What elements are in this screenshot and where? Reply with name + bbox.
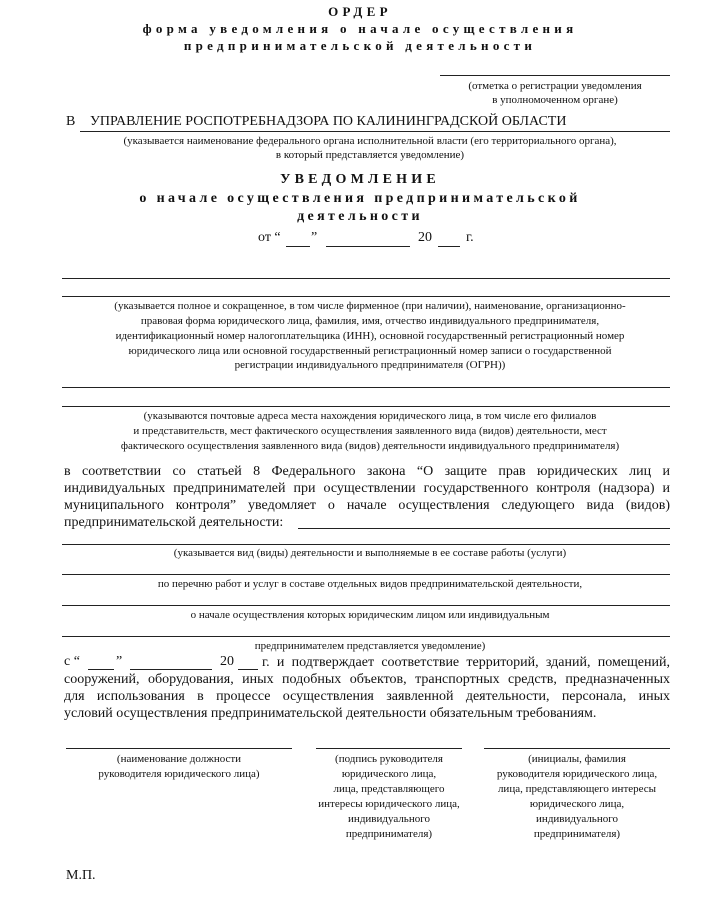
confirm-line-3: для использования в процессе осуществления заявленной деятельности, персонала, иных: [64, 689, 670, 704]
activity-note-2: по перечню работ и услуг в составе отдельных видов предпринимательской деятельности,: [157, 578, 583, 590]
notice-subtitle: о начале осуществления предпринимательской: [139, 191, 581, 206]
signature-col-sign: [306, 752, 472, 842]
date-day-field[interactable]: [286, 246, 310, 247]
date-prefix: от “: [258, 230, 281, 245]
confirm-date-quote: ”: [116, 654, 123, 669]
signature-col-name: [480, 752, 674, 842]
sig-col2-line-5: индивидуального: [348, 813, 430, 825]
confirm-month-field[interactable]: [130, 669, 212, 670]
sig-col2-line-3: лица, представляющего: [333, 783, 445, 795]
activity-note-1: (указывается вид (виды) деятельности и выполняемые в ее составе работы (услуги): [173, 547, 567, 559]
signature-col-position: [66, 752, 292, 782]
sig-col2-line-2: юридического лица,: [341, 768, 437, 780]
activity-note-3: о начале осуществления которых юридическим лицом или индивидуальным: [190, 609, 550, 621]
date-year-prefix: 20: [418, 230, 432, 245]
address-note-3: фактического осуществления заявленного вида (видов) деятельности индивидуального предпринимателя): [120, 440, 620, 452]
activity-line-3[interactable]: [62, 605, 670, 606]
law-paragraph-line-1: в соответствии со статьей 8 Федерального закона “О защите прав юридических лиц и: [64, 464, 670, 479]
address-note-2: и представительств, мест фактического осуществления заявленного вида (видов) деятельности, мест: [133, 425, 607, 437]
sig-col3-line-5: индивидуального: [536, 813, 618, 825]
recipient-line: [80, 131, 670, 132]
order-heading: ОРДЕР: [328, 4, 392, 19]
confirm-line-2: сооружений, оборудования, иных подобных объектов, транспортных средств, предназначенных: [64, 672, 670, 687]
applicant-note-4: юридического лица или основной государственный регистрационный номер записи о государственной: [128, 345, 612, 357]
applicant-note-5: регистрации индивидуального предпринимателя (ОГРН)): [234, 359, 506, 371]
recipient-note-2: в который представляется уведомление): [275, 149, 465, 161]
sig-col2-line-1: (подпись руководителя: [335, 753, 443, 765]
sig-col3-line-3: лица, представляющего интересы: [497, 783, 657, 795]
date-month-field[interactable]: [326, 246, 410, 247]
confirm-date-prefix: с “: [64, 654, 80, 669]
activity-note-4: предпринимателем представляется уведомление): [254, 640, 486, 652]
activity-line-0[interactable]: [298, 528, 670, 529]
notice-title: УВЕДОМЛЕНИЕ: [280, 172, 440, 187]
sig-col3-line-6: предпринимателя): [533, 828, 621, 840]
date-quote: ”: [311, 230, 318, 245]
date-suffix: г.: [466, 230, 474, 245]
activity-line-1[interactable]: [62, 544, 670, 545]
law-paragraph-line-4: предпринимательской деятельности:: [64, 515, 284, 530]
confirm-line-4: условий осуществления предпринимательской деятельности обязательным требованиям.: [64, 706, 597, 721]
sig-col2-line-4: интересы юридического лица,: [318, 798, 460, 810]
registration-note-2: в уполномоченном органе): [492, 94, 618, 106]
sig-col2-line-6: предпринимателя): [345, 828, 433, 840]
recipient-note-1: (указывается наименование федерального органа исполнительной власти (его территориального органа),: [123, 135, 617, 147]
stamp-label: М.П.: [66, 868, 96, 883]
applicant-note-1: (указывается полное и сокращенное, в том числе фирменное (при наличии), наименование, организационно-: [114, 300, 626, 312]
applicant-line-2[interactable]: [62, 296, 670, 297]
address-line-1[interactable]: [62, 387, 670, 388]
confirm-day-field[interactable]: [88, 669, 114, 670]
form-subtitle-2: предпринимательской деятельности: [183, 38, 537, 53]
confirm-year-prefix: 20: [220, 654, 234, 669]
sig-col1-line-2: руководителя юридического лица): [98, 768, 260, 780]
signature-line[interactable]: [316, 748, 462, 749]
confirm-year-field[interactable]: [238, 669, 258, 670]
sig-col1-line-1: (наименование должности: [116, 753, 242, 765]
applicant-note-2: правовая форма юридического лица, фамилия, имя, отчество индивидуального предпринимателя,: [140, 315, 600, 327]
law-paragraph-line-3: муниципального контроля” уведомляет о начале осуществления следующего вида (видов): [64, 498, 670, 513]
confirm-line-1: г. и подтверждает соответствие территорий, зданий, помещений,: [262, 655, 670, 670]
name-signature-line[interactable]: [484, 748, 670, 749]
activity-line-2[interactable]: [62, 574, 670, 575]
applicant-line-1[interactable]: [62, 278, 670, 279]
date-year-field[interactable]: [438, 246, 460, 247]
address-note-1: (указываются почтовые адреса места нахождения юридического лица, в том числе его филиалов: [143, 410, 597, 422]
registration-note-1: (отметка о регистрации уведомления: [468, 80, 642, 92]
registration-mark-line: [440, 75, 670, 76]
form-subtitle: форма уведомления о начале осуществления: [142, 21, 578, 36]
position-signature-line[interactable]: [66, 748, 292, 749]
sig-col3-line-4: юридического лица,: [529, 798, 625, 810]
sig-col3-line-1: (инициалы, фамилия: [528, 753, 626, 765]
recipient-prefix: В: [66, 114, 76, 129]
activity-line-4[interactable]: [62, 636, 670, 637]
law-paragraph-line-2: индивидуальных предпринимателей при осуществлении государственного контроля (надзора) и: [64, 481, 670, 496]
notice-subtitle-2: деятельности: [297, 209, 423, 224]
applicant-note-3: идентификационный номер налогоплательщика (ИНН), основной государственный регистрационный номер: [115, 330, 625, 342]
sig-col3-line-2: руководителя юридического лица,: [496, 768, 658, 780]
address-line-2[interactable]: [62, 406, 670, 407]
recipient-authority: УПРАВЛЕНИЕ РОСПОТРЕБНАДЗОРА ПО КАЛИНИНГРАДСКОЙ ОБЛАСТИ: [90, 114, 567, 129]
